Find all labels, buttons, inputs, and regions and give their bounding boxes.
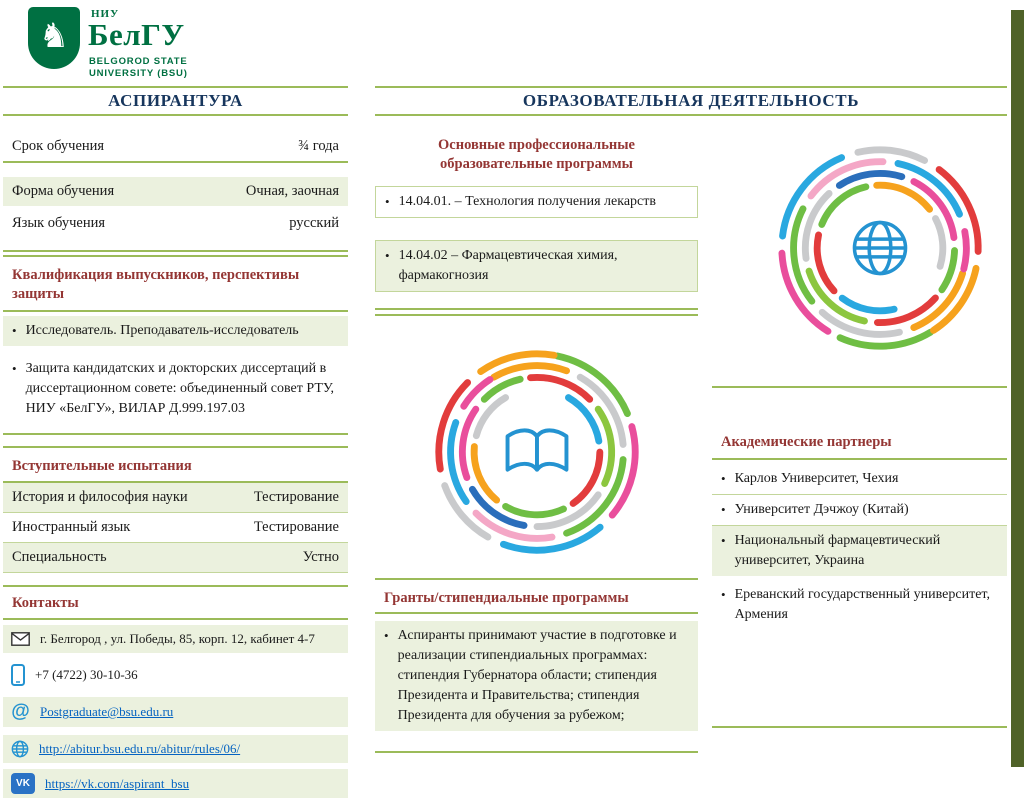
- bullet-glyph: •: [385, 193, 390, 209]
- programs-title: Основные профессиональные образовательные программы: [438, 137, 635, 172]
- bullet-glyph: •: [384, 628, 389, 644]
- programs-column: [375, 132, 698, 753]
- qualification-text: Защита кандидатских и докторских диссертаций в диссертационном совете: объединенный совет РТУ, НИУ «БелГУ», ВИЛАР Д.999.197.03: [25, 360, 335, 416]
- qualification-title: Квалификация выпускников, перспективы защиты: [12, 267, 300, 302]
- info-label: Срок обучения: [12, 138, 105, 154]
- partner-item: [712, 526, 1007, 576]
- divider-line: [3, 585, 348, 587]
- contact-address: г. Белгород , ул. Победы, 85, корп. 12, кабинет 4-7: [40, 631, 315, 647]
- bsu-logo: [28, 5, 198, 85]
- aspirantura-title: АСПИРАНТУРА: [108, 91, 243, 110]
- divider-line: [375, 612, 698, 614]
- program-item: [375, 240, 698, 292]
- globe-icon: [11, 740, 29, 758]
- partner-text: Ереванский государственный университет, Армения: [734, 586, 990, 622]
- grants-item: [375, 621, 698, 730]
- logo-english-line1: BELGOROD STATE: [89, 56, 188, 67]
- divider-line: [3, 446, 348, 448]
- qualification-item: [3, 354, 348, 424]
- vk-icon[interactable]: VK: [11, 773, 35, 794]
- divider-line: [3, 433, 348, 435]
- contact-phone: +7 (4722) 30-10-36: [35, 667, 138, 683]
- admissions-link[interactable]: http://abitur.bsu.edu.ru/abitur/rules/06/: [39, 741, 241, 757]
- bullet-glyph: •: [721, 586, 726, 602]
- divider-line: [3, 310, 348, 312]
- aspirantura-column: [3, 86, 348, 798]
- open-book-icon: [507, 430, 566, 469]
- grants-text: Аспиранты принимают участие в подготовке и реализации стипендиальных программах: стипендия Губернатора области; стипендия Президента и Правительства; стипендия Президента для обучения за рубежом;: [397, 628, 677, 723]
- info-label: Форма обучения: [12, 183, 115, 199]
- logo-niu-label: НИУ: [91, 8, 120, 20]
- book-rings-graphic: [429, 344, 645, 560]
- exam-row: [3, 513, 348, 543]
- globe-rings-graphic: [772, 140, 988, 356]
- exam-row: [3, 543, 348, 573]
- horse-icon: ♞: [38, 16, 70, 56]
- at-icon: @: [11, 701, 30, 723]
- envelope-icon: [11, 632, 30, 646]
- info-row-duration: [3, 132, 348, 163]
- program-item: [375, 186, 698, 218]
- exam-label: История и философия науки: [12, 489, 188, 506]
- contact-site-row: [3, 735, 348, 763]
- partner-item: [712, 464, 1007, 495]
- divider-line: [3, 255, 348, 257]
- partner-text: Карлов Университет, Чехия: [734, 470, 899, 486]
- contact-vk-row: [3, 769, 348, 798]
- divider-line: [375, 578, 698, 580]
- info-row-language: [3, 209, 348, 238]
- partner-text: Национальный фармацевтический университет, Украина: [734, 533, 941, 568]
- partners-column: [712, 140, 1007, 728]
- divider-line: [375, 751, 698, 753]
- divider-line: [712, 458, 1007, 460]
- logo-belgu-label: БелГУ: [88, 17, 185, 52]
- program-text: 14.04.02 – Фармацевтическая химия, фармакогнозия: [398, 247, 618, 283]
- right-edge-bar: [1011, 10, 1024, 767]
- email-link[interactable]: Postgraduate@bsu.edu.ru: [40, 704, 174, 720]
- info-row-form: [3, 177, 348, 206]
- divider-line: [375, 114, 1007, 116]
- info-value: ¾ года: [298, 138, 339, 154]
- contacts-title: Контакты: [12, 595, 79, 612]
- exam-value: Устно: [302, 549, 339, 566]
- program-text: 14.04.01. – Технология получения лекарств: [398, 193, 656, 209]
- exam-row: [3, 483, 348, 513]
- info-value: Очная, заочная: [245, 183, 339, 199]
- education-header: [375, 86, 1007, 116]
- qualification-item: [3, 316, 348, 346]
- exams-title: Вступительные испытания: [12, 458, 192, 475]
- partner-text: Университет Дэчжоу (Китай): [734, 501, 909, 517]
- divider-line: [375, 308, 698, 310]
- bullet-glyph: •: [12, 322, 17, 338]
- contact-phone-row: [3, 660, 348, 690]
- partners-title: Академические партнеры: [721, 434, 892, 450]
- divider-line: [3, 250, 348, 252]
- info-value: русский: [289, 215, 339, 231]
- globe-icon: [854, 222, 905, 273]
- exam-label: Специальность: [12, 549, 107, 566]
- qualification-text: Исследователь. Преподаватель-исследователь: [25, 322, 299, 338]
- logo-english-name: [89, 56, 188, 81]
- divider-line: [375, 314, 698, 316]
- bullet-glyph: •: [721, 470, 726, 486]
- divider-line: [3, 114, 348, 116]
- partner-item: [712, 580, 1007, 630]
- education-title: ОБРАЗОВАТЕЛЬНАЯ ДЕЯТЕЛЬНОСТЬ: [522, 91, 860, 110]
- partner-item: [712, 495, 1007, 526]
- logo-shield: [28, 7, 80, 69]
- divider-line: [712, 726, 1007, 728]
- grants-title: Гранты/стипендиальные программы: [384, 589, 629, 606]
- bullet-glyph: •: [385, 247, 390, 263]
- contact-address-row: [3, 625, 348, 653]
- mobile-phone-icon: [11, 664, 25, 686]
- vk-link[interactable]: https://vk.com/aspirant_bsu: [45, 775, 190, 791]
- info-label: Язык обучения: [12, 215, 106, 231]
- exam-label: Иностранный язык: [12, 519, 131, 536]
- contact-email-row: [3, 697, 348, 727]
- exam-value: Тестирование: [253, 519, 339, 536]
- bullet-glyph: •: [721, 533, 726, 549]
- bullet-glyph: •: [12, 360, 17, 376]
- exam-value: Тестирование: [253, 489, 339, 506]
- bullet-glyph: •: [721, 501, 726, 517]
- divider-line: [3, 618, 348, 620]
- divider-line: [712, 386, 1007, 388]
- logo-english-line2: UNIVERSITY (BSU): [89, 68, 188, 80]
